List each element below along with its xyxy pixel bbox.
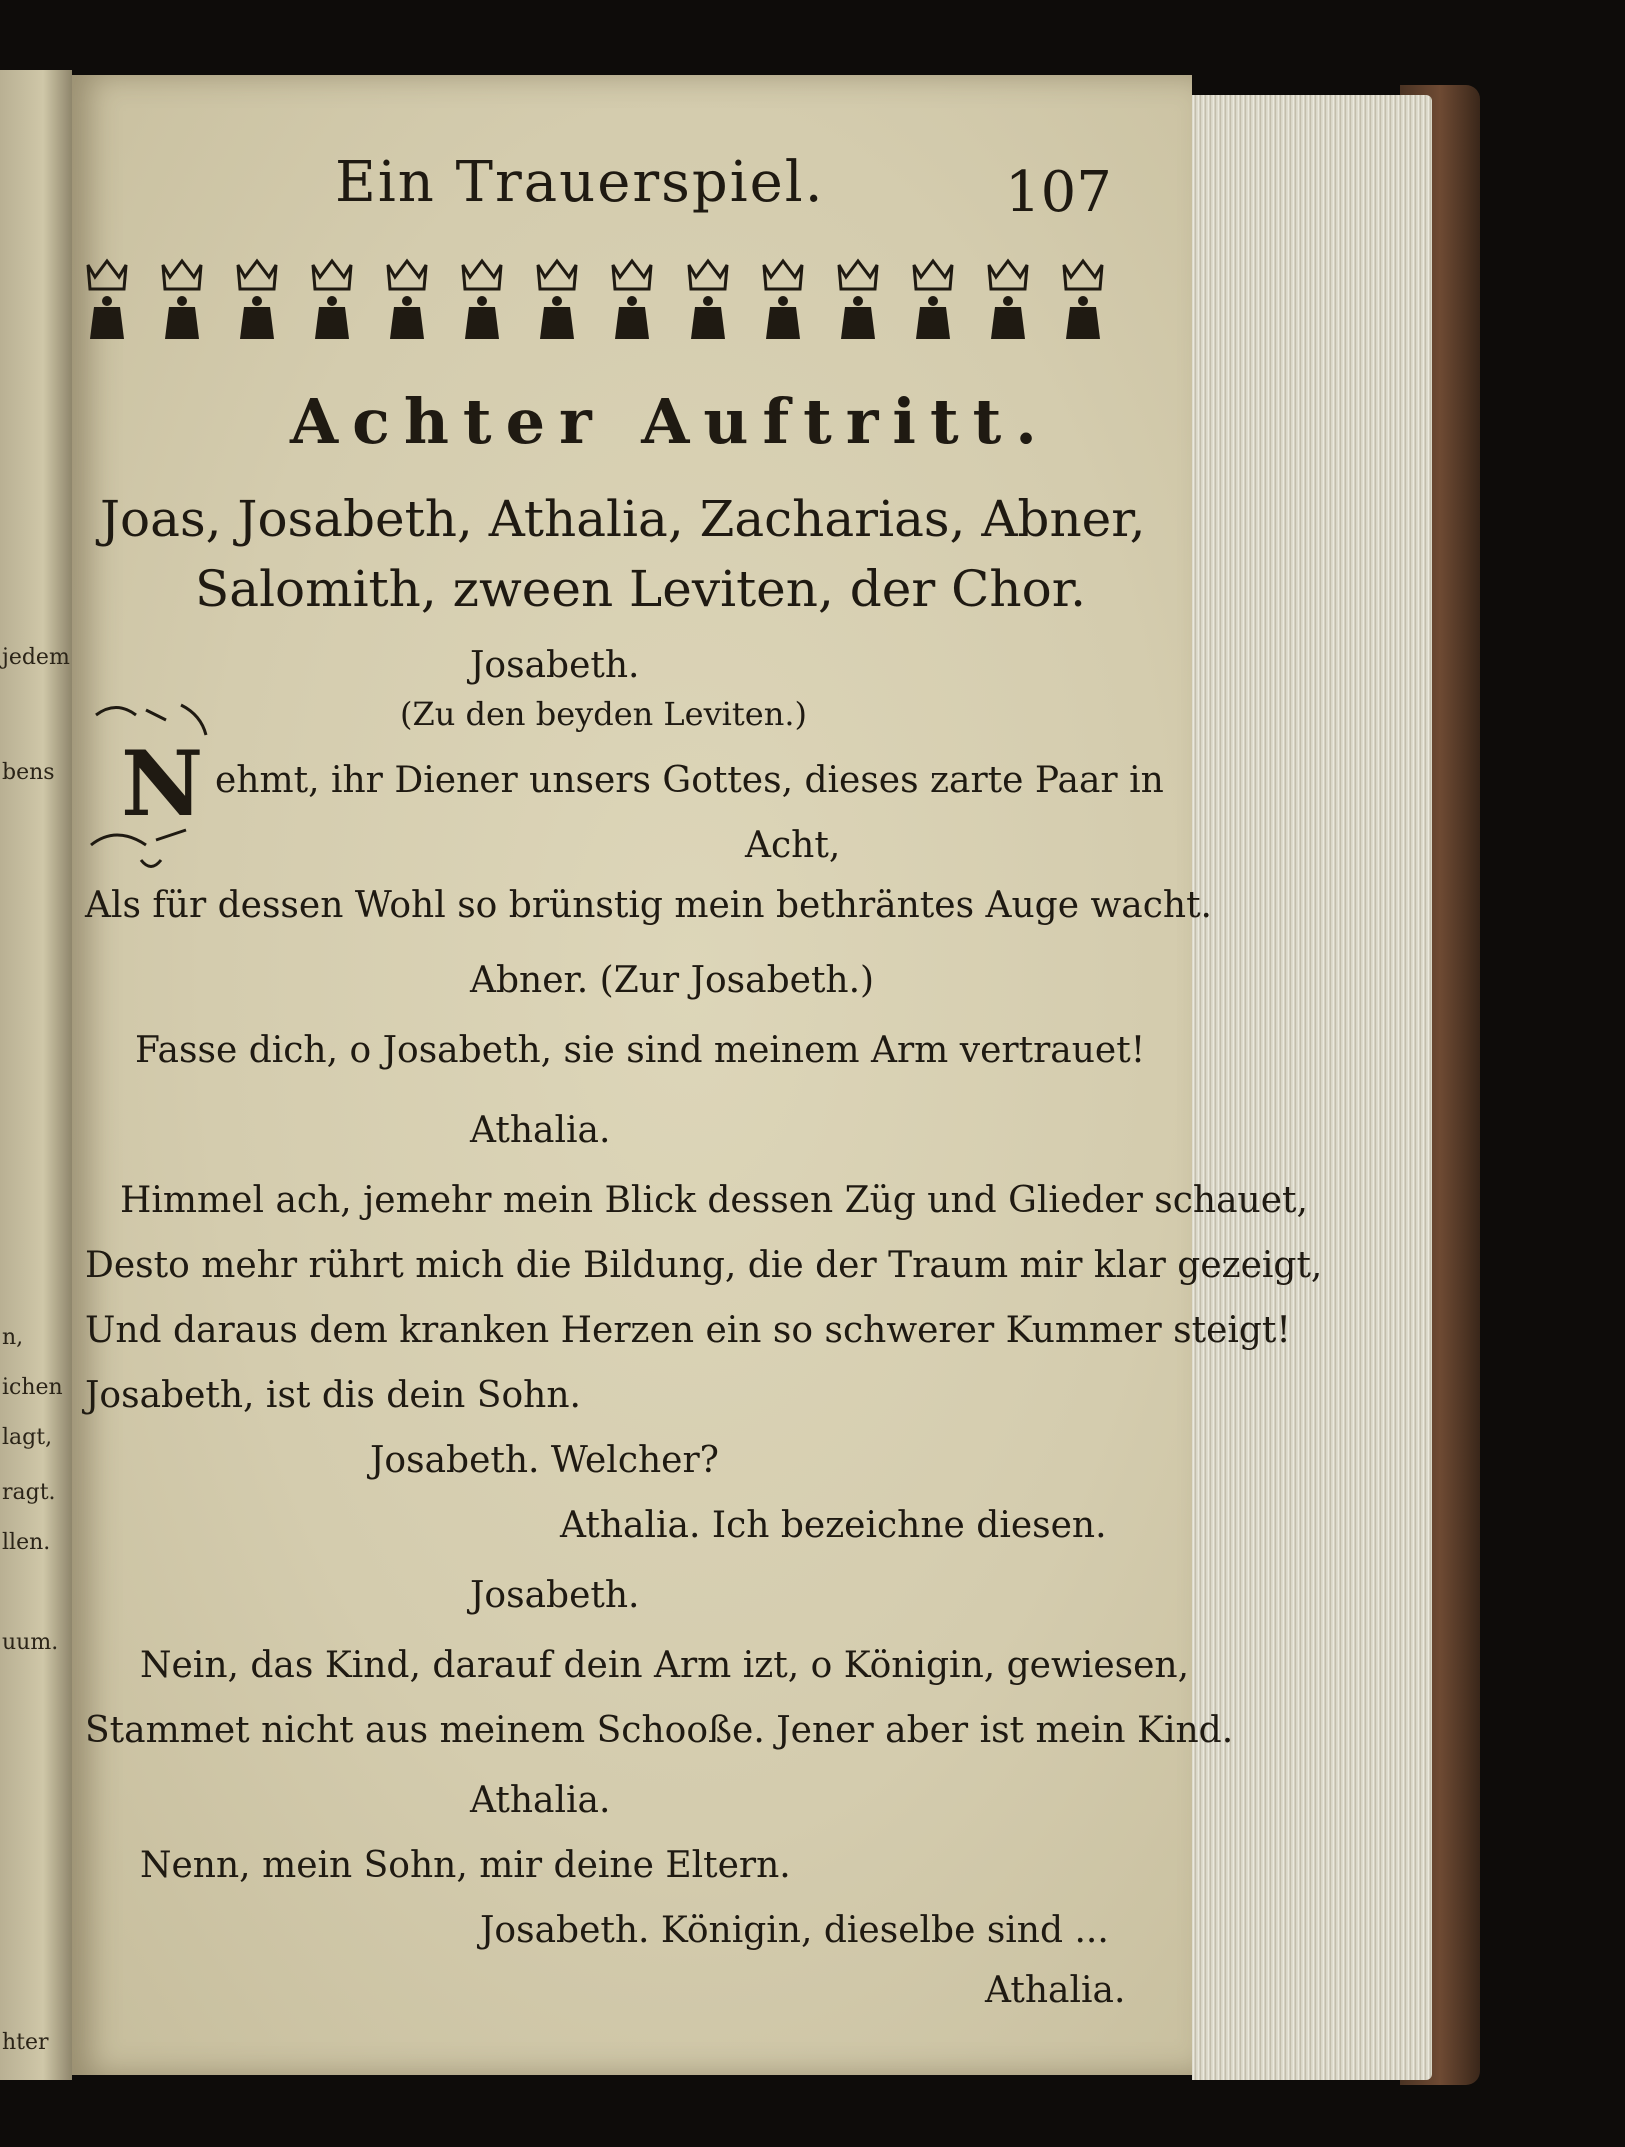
page-edges [1192, 95, 1432, 2080]
verse-line: Als für dessen Wohl so brünstig mein bethräntes Auge wacht. [85, 885, 1213, 926]
speaker-heading: Abner. (Zur Josabeth.) [470, 960, 875, 1001]
left-page-fragment: lagt, [2, 1425, 53, 1450]
speaker-heading: Josabeth. [470, 1575, 640, 1616]
verse-line: Stammet nicht aus meinem Schooße. Jener aber ist mein Kind. [85, 1710, 1234, 1751]
decorative-initial-icon [86, 695, 216, 875]
verse-line: Himmel ach, jemehr mein Blick dessen Züg und Glieder schauet, [120, 1180, 1308, 1221]
crown-ornament-icon [305, 255, 359, 345]
verse-line: Nein, das Kind, darauf dein Arm izt, o Königin, gewiesen, [140, 1645, 1190, 1686]
crown-ornament-icon [155, 255, 209, 345]
left-page-fragment: bens [2, 760, 55, 785]
crown-ornament-icon [681, 255, 735, 345]
verse-line: Josabeth. Welcher? [370, 1440, 719, 1481]
left-page-fragment: n, [2, 1325, 24, 1350]
dropcap-letter: N [121, 731, 204, 837]
crown-ornament-icon [380, 255, 434, 345]
crown-ornament-icon [80, 255, 134, 345]
crown-ornament-icon [1056, 255, 1110, 345]
page-number: 107 [1005, 160, 1112, 225]
left-page-fragment: hter [2, 2030, 49, 2055]
crown-ornament-icon [756, 255, 810, 345]
speaker-heading: Athalia. [470, 1110, 611, 1151]
left-page-fragment: llen. [2, 1530, 51, 1555]
crown-ornament-icon [906, 255, 960, 345]
left-page-fragment: jedem [2, 645, 70, 670]
verse-line: Athalia. Ich bezeichne diesen. [560, 1505, 1107, 1546]
left-page-fragment: ragt. [2, 1480, 56, 1505]
speaker-heading: Athalia. [470, 1780, 611, 1821]
verse-line: Und daraus dem kranken Herzen ein so schwerer Kummer steigt! [85, 1310, 1291, 1351]
verse-line: Acht, [745, 825, 841, 866]
crown-ornament-icon [455, 255, 509, 345]
character-list-line: Salomith, zween Leviten, der Chor. [195, 560, 1087, 618]
verse-line: Desto mehr rührt mich die Bildung, die der Traum mir klar gezeigt, [85, 1245, 1323, 1286]
scene-title: Achter Auftritt. [290, 385, 1051, 458]
verse-line: ehmt, ihr Diener unsers Gottes, dieses zarte Paar in [215, 760, 1164, 801]
book-page [72, 75, 1192, 2075]
ornament-row [80, 255, 1110, 345]
crown-ornament-icon [230, 255, 284, 345]
left-page-fragment: ichen [2, 1375, 63, 1400]
left-page-edge [0, 70, 72, 2080]
verse-line: Josabeth. Königin, dieselbe sind ... [480, 1910, 1109, 1951]
catchword: Athalia. [985, 1970, 1126, 2011]
running-header: Ein Trauerspiel. [335, 150, 825, 215]
crown-ornament-icon [981, 255, 1035, 345]
character-list-line: Joas, Josabeth, Athalia, Zacharias, Abner, [100, 490, 1146, 548]
verse-line: Fasse dich, o Josabeth, sie sind meinem Arm vertrauet! [135, 1030, 1146, 1071]
crown-ornament-icon [605, 255, 659, 345]
crown-ornament-icon [831, 255, 885, 345]
stage-direction: (Zu den beyden Leviten.) [400, 695, 807, 733]
crown-ornament-icon [530, 255, 584, 345]
speaker-heading: Josabeth. [470, 645, 640, 686]
verse-line: Nenn, mein Sohn, mir deine Eltern. [140, 1845, 791, 1886]
verse-line: Josabeth, ist dis dein Sohn. [85, 1375, 581, 1416]
left-page-fragment: uum. [2, 1630, 59, 1655]
